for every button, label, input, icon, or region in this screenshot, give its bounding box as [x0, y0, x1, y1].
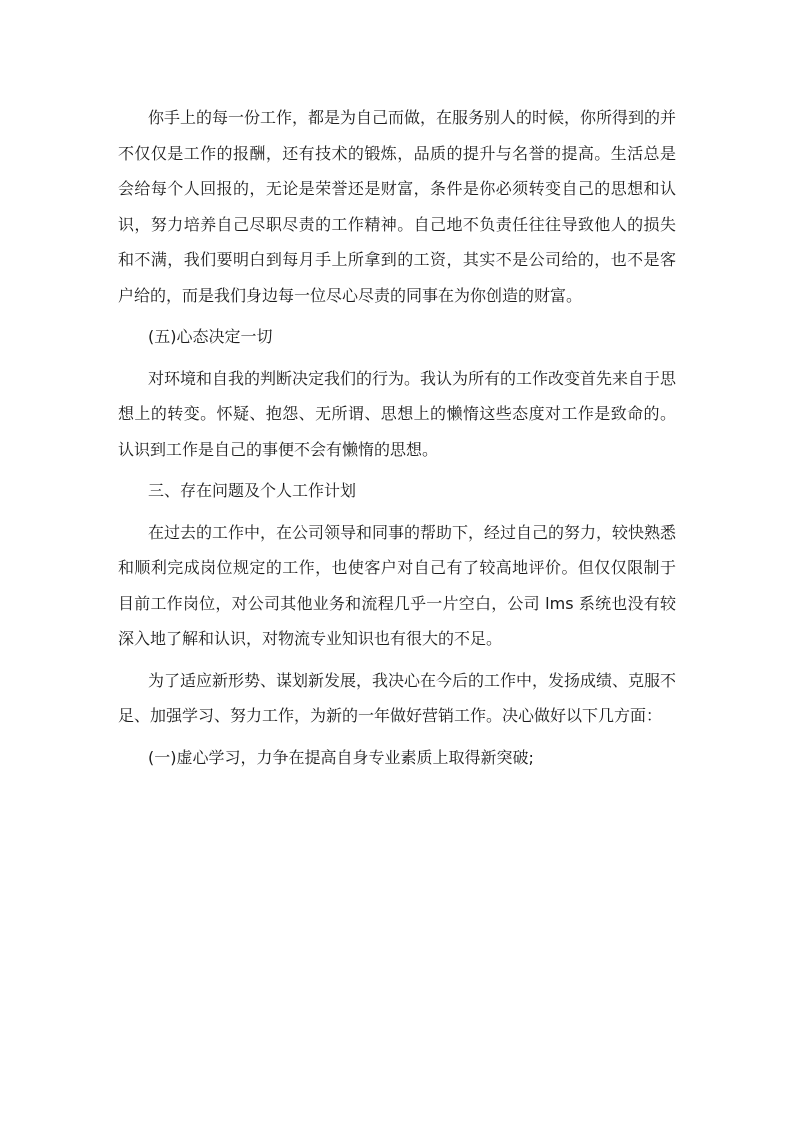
paragraph-work-for-self: 你手上的每一份工作，都是为自己而做，在服务别人的时候，你所得到的并不仅仅是工作的报酬，还有技术的锻炼，品质的提升与名誉的提高。生活总是会给每个人回报的，无论是荣誉还是财富，条件是你必须转变自己的思想和认识，努力培养自己尽职尽责的工作精神。自己地不负责任往往导致他人的损失和不满，我们要明白到每月手上所拿到的工资，其实不是公司给的，也不是客户给的，而是我们身边每一位尽心尽责的同事在为你创造的财富。	[118, 108, 677, 305]
paragraph-resolution: 为了适应新形势、谋划新发展，我决心在今后的工作中，发扬成绩、克服不足、加强学习、努力工作，为新的一年做好营销工作。决心做好以下几方面：	[118, 670, 677, 725]
heading-problems-plan: 三、存在问题及个人工作计划	[148, 481, 357, 500]
heading-attitude: (五)心态决定一切	[148, 327, 273, 346]
paragraph-past-work: 在过去的工作中，在公司领导和同事的帮助下，经过自己的努力，较快熟悉和顺利完成岗位规定的工作，也使客户对自己有了较高地评价。但仅仅限制于目前工作岗位，对公司其他业务和流程几乎一片空白，公司 lms 系统也没有较深入地了解和认识，对物流专业知识也有很大的不足。	[118, 522, 677, 648]
list-item-study: (一)虚心学习，力争在提高自身专业素质上取得新突破;	[148, 747, 534, 767]
paragraph-attitude: 对环境和自我的判断决定我们的行为。我认为所有的工作改变首先来自于思想上的转变。怀疑、抱怨、无所谓、思想上的懒惰这些态度对工作是致命的。认识到工作是自己的事便不会有懒惰的思想。	[118, 368, 677, 459]
document-body	[118, 100, 676, 781]
